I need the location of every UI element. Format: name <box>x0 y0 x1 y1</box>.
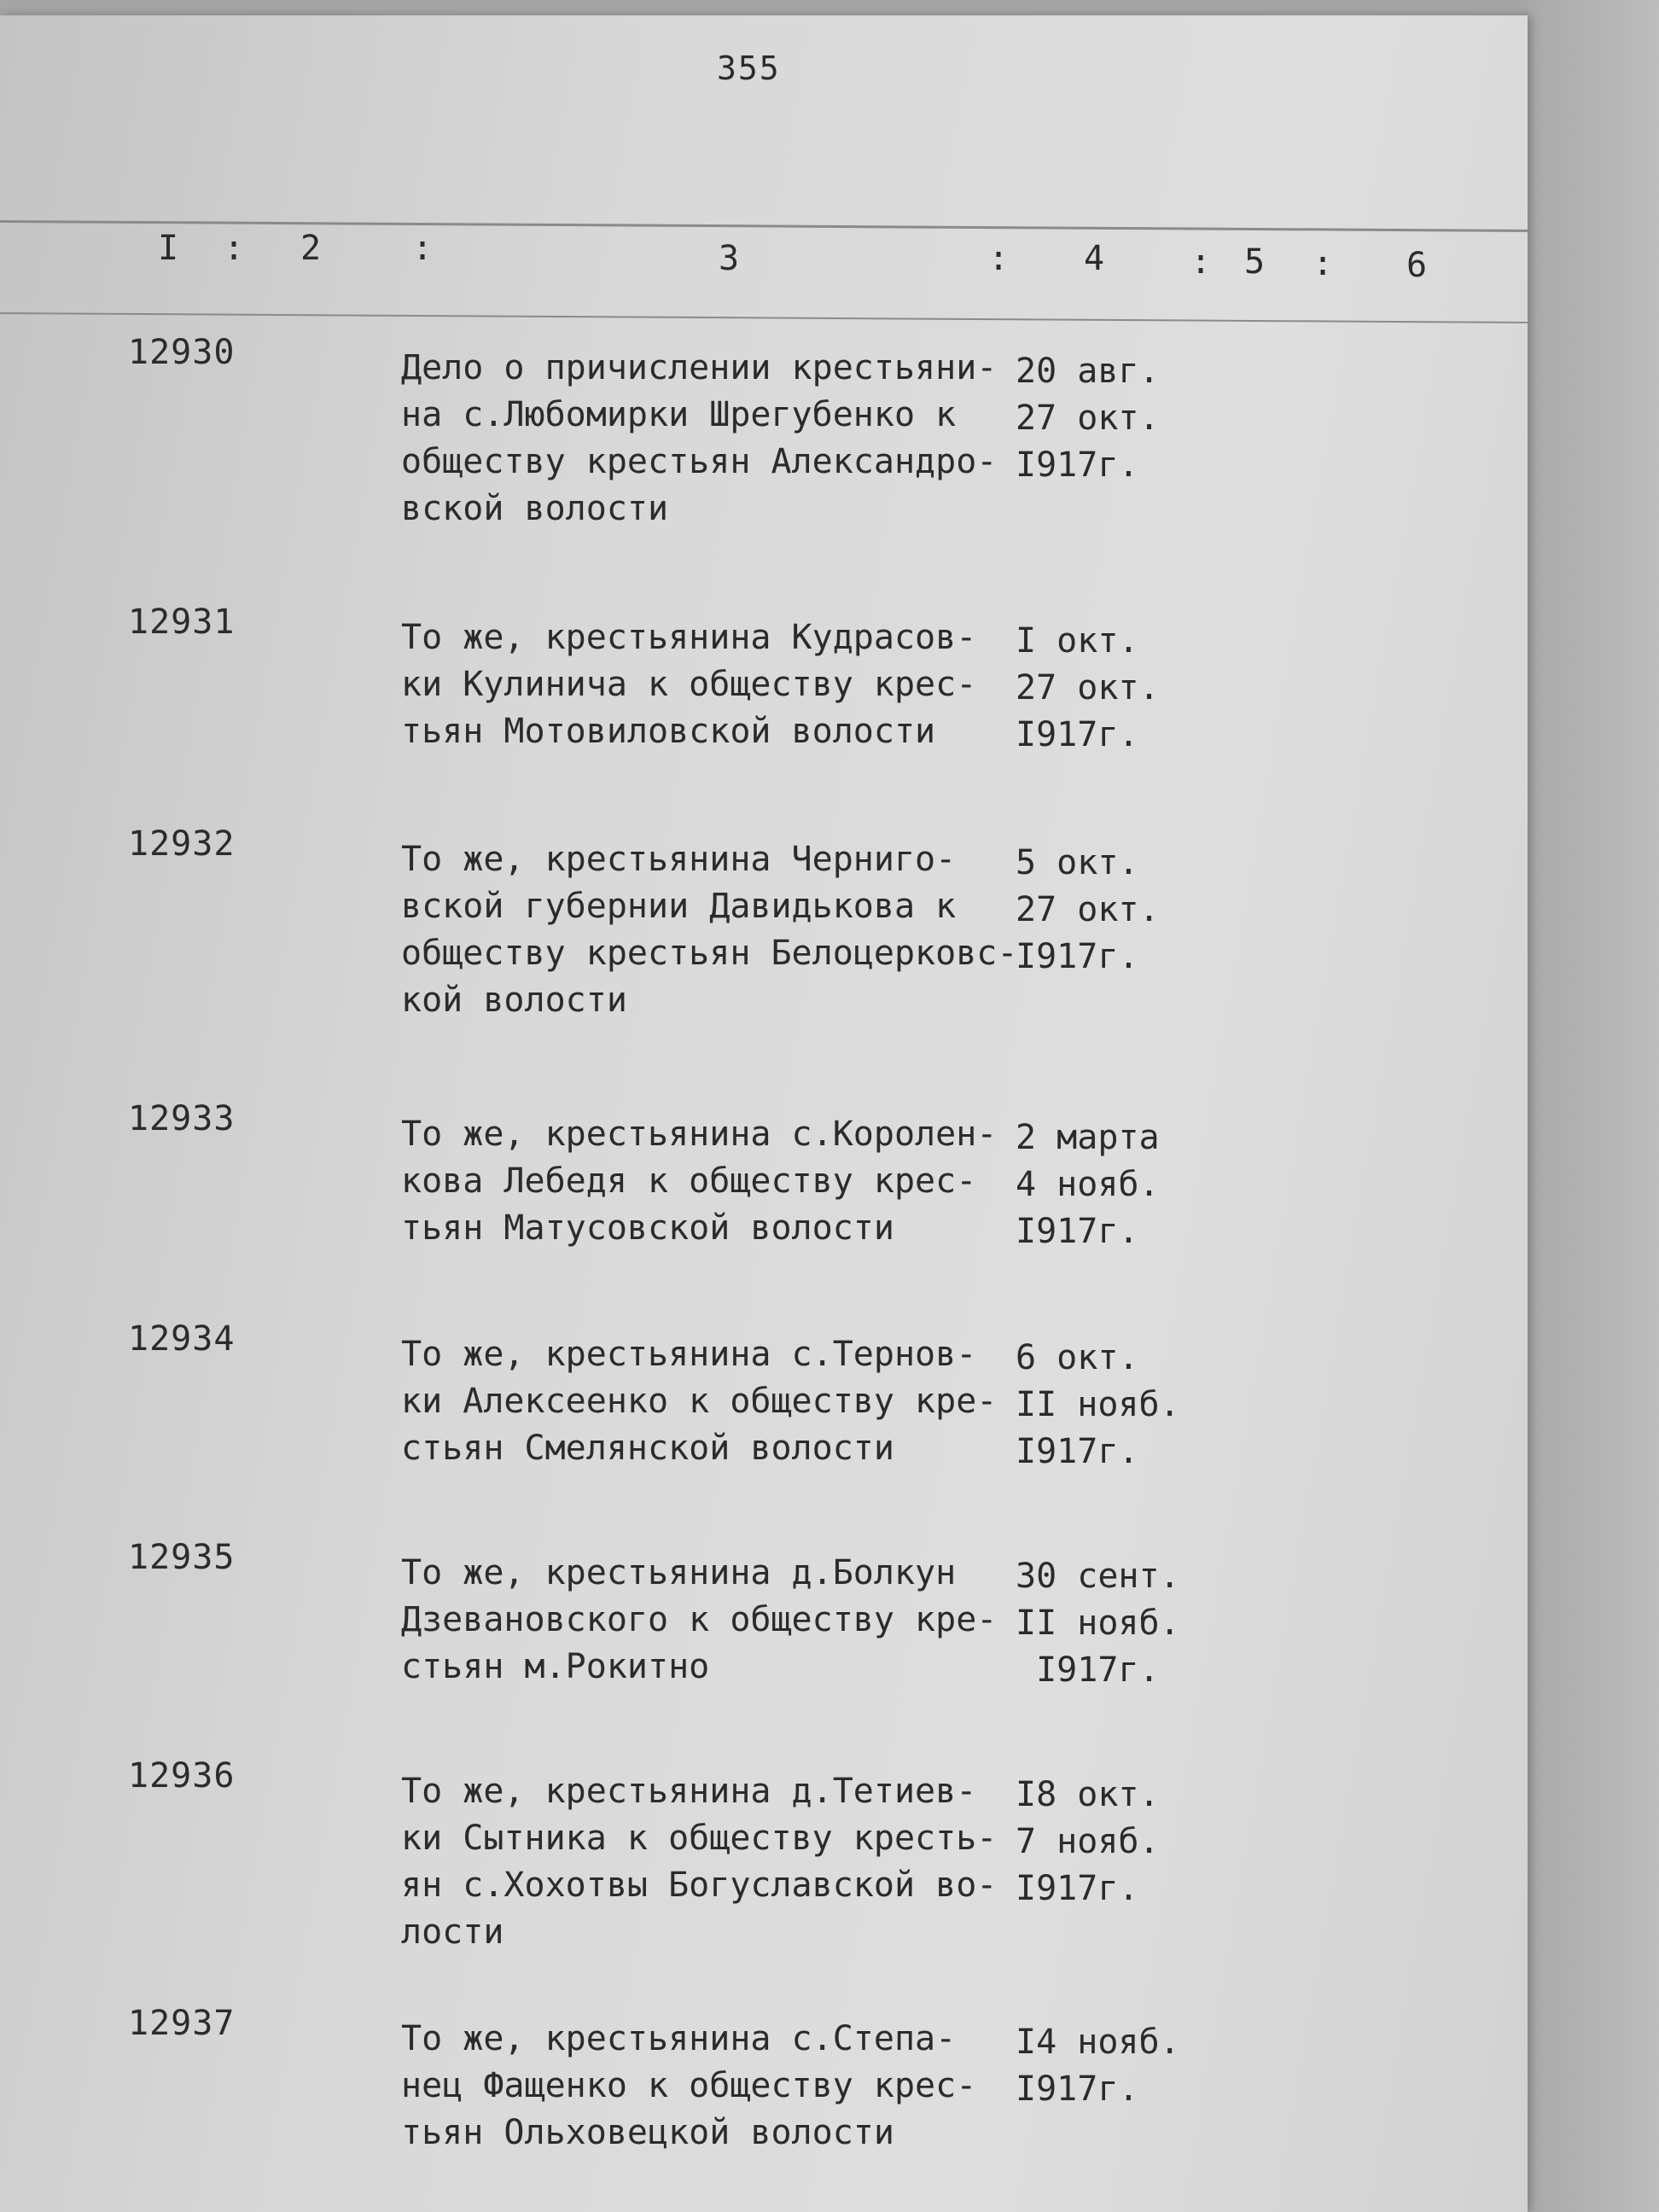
header-rule-bottom <box>0 312 1528 323</box>
entry-description: То же, крестьянина с.Тернов- ки Алексеенко к обществу кре- стьян Смелянской волости <box>401 1335 998 1468</box>
entry-number: 12935 <box>128 1538 236 1577</box>
entry-dates: I окт. 27 окт. I917г. <box>1016 621 1160 754</box>
entry-dates: 2 марта 4 нояб. I917г. <box>1016 1118 1160 1251</box>
entry-description: То же, крестьянина Черниго- вской губернии Давидькова к обществу крестьян Белоцерковс- кой волости <box>401 840 1018 1020</box>
column-separator: : <box>1313 244 1334 283</box>
entry-number: 12932 <box>128 824 236 864</box>
column-number-header <box>0 229 1528 297</box>
entry-number: 12937 <box>128 2004 236 2043</box>
entry-dates: I4 нояб. I917г. <box>1016 2023 1180 2109</box>
column-number-2: 2 <box>300 229 322 268</box>
entry-description: То же, крестьянина д.Болкун Дзевановского к обществу кре- стьян м.Рокитно <box>401 1553 998 1686</box>
entry-number: 12933 <box>128 1099 236 1138</box>
entry-dates: 6 окт. II нояб. I917г. <box>1016 1338 1180 1471</box>
entry-description: То же, крестьянина с.Королен- кова Лебедя к обществу крес- тьян Матусовской волости <box>401 1115 998 1248</box>
column-number-5: 5 <box>1244 242 1266 282</box>
entry-dates: 20 авг. 27 окт. I917г. <box>1016 352 1160 485</box>
column-separator: : <box>412 229 434 268</box>
entry-description: Дело о причислении крестьяни- на с.Любомирки Шрегубенко к обществу крестьян Александро- вской волости <box>401 348 998 528</box>
column-number-3: 3 <box>719 239 740 278</box>
column-separator: : <box>1190 242 1212 282</box>
column-number-4: 4 <box>1084 239 1105 278</box>
entry-description: То же, крестьянина с.Степа- нец Фащенко к обществу крес- тьян Ольховецкой волости <box>401 2019 977 2152</box>
entry-number: 12931 <box>128 602 236 642</box>
document-page <box>0 15 1528 2212</box>
entry-dates: 5 окт. 27 окт. I917г. <box>1016 843 1160 976</box>
column-separator: : <box>988 239 1010 278</box>
column-separator: : <box>224 229 245 268</box>
column-number-1: I <box>158 229 179 268</box>
page-number: 355 <box>717 49 781 87</box>
entry-number: 12930 <box>128 333 236 372</box>
entry-description: То же, крестьянина Кудрасов- ки Кулинича к обществу крес- тьян Мотовиловской волости <box>401 618 977 751</box>
entry-number: 12934 <box>128 1319 236 1359</box>
entry-description: То же, крестьянина д.Тетиев- ки Сытника к обществу кресть- ян с.Хохотвы Богуславской во- лости <box>401 1772 998 1952</box>
column-number-6: 6 <box>1406 246 1428 285</box>
entry-dates: 30 сент. II нояб. I917г. <box>1016 1557 1180 1690</box>
entry-dates: I8 окт. 7 нояб. I917г. <box>1016 1775 1160 1908</box>
backdrop-right <box>1528 0 1659 2212</box>
entry-number: 12936 <box>128 1756 236 1796</box>
